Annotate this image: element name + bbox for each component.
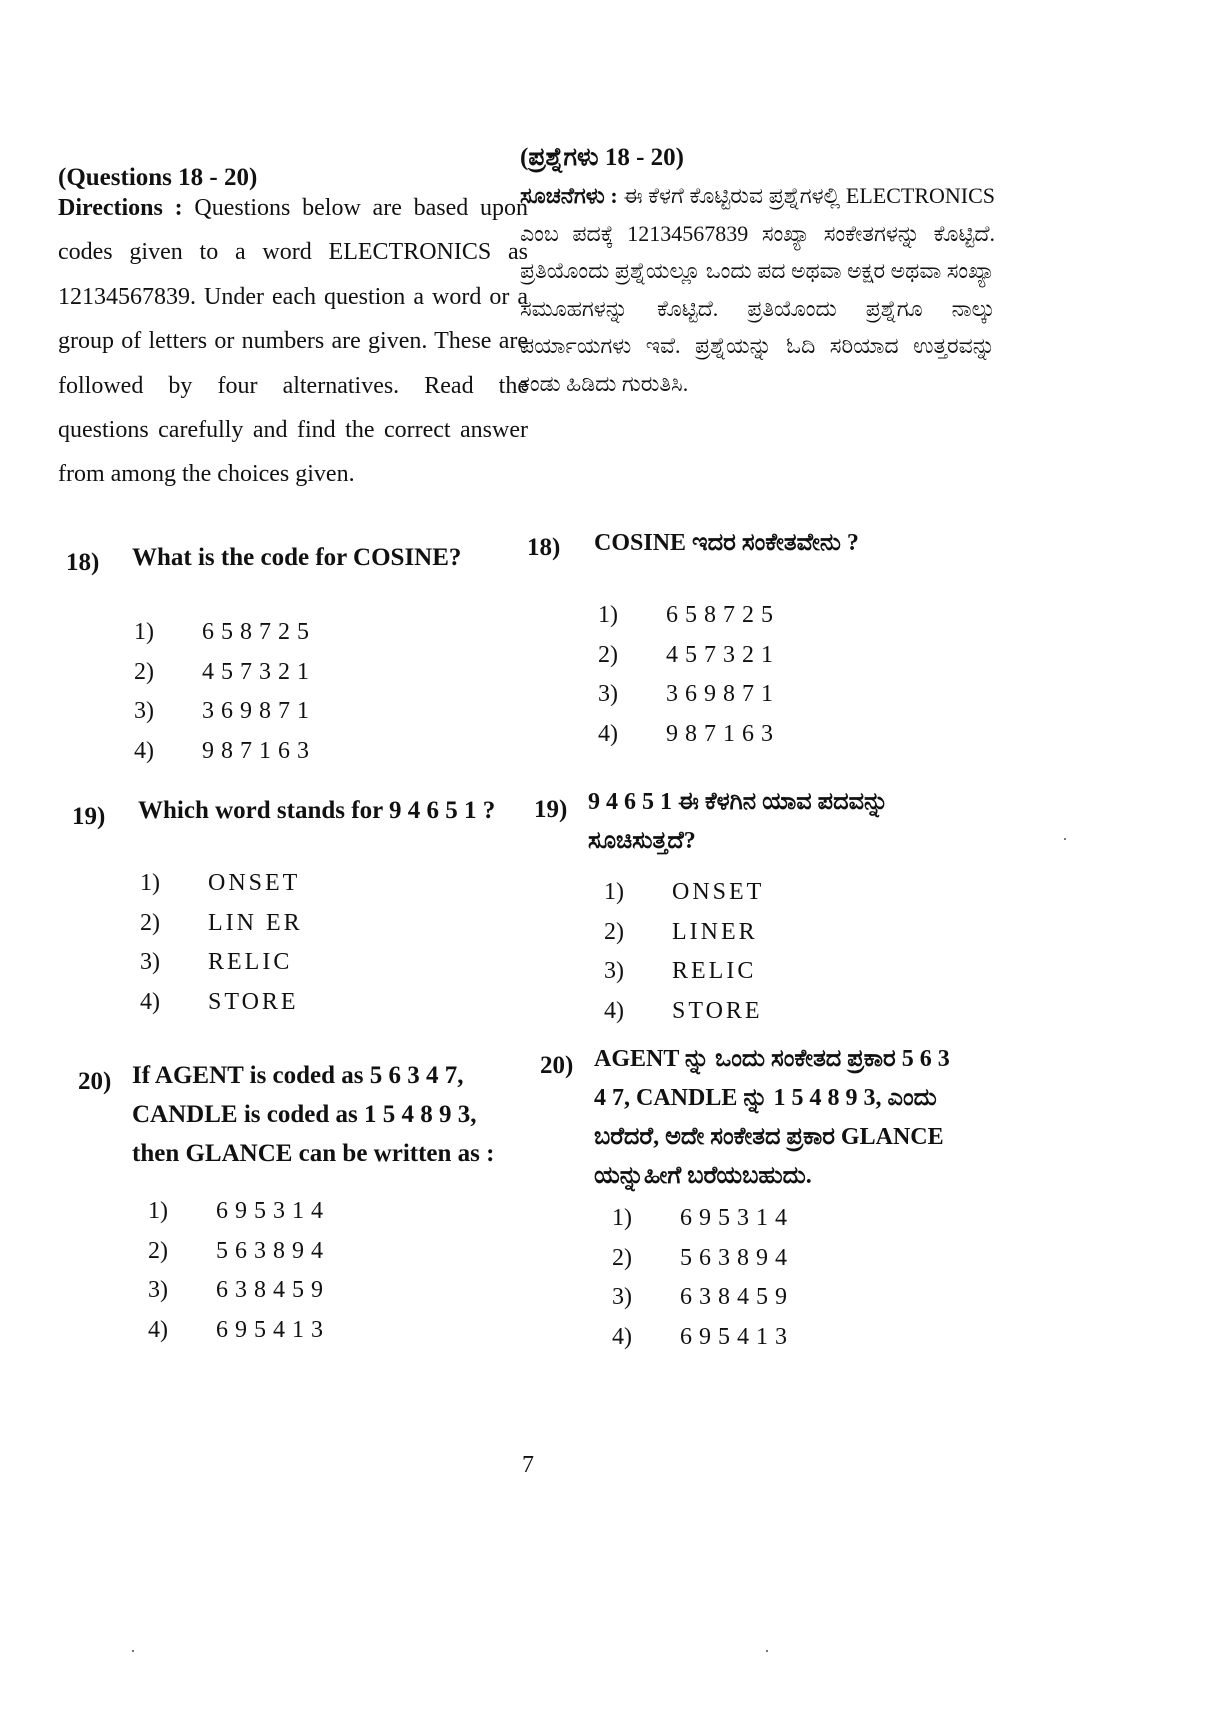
left-q18-number: 18)	[66, 549, 100, 576]
scan-speck	[766, 1650, 768, 1652]
right-q18-options	[598, 596, 780, 754]
option[interactable]: 3) RELIC	[604, 958, 757, 984]
option[interactable]: 1) 695314	[148, 1198, 330, 1224]
left-q19-text: Which word stands for 9 4 6 5 1 ?	[138, 797, 496, 824]
right-q20-number: 20)	[540, 1052, 574, 1079]
option[interactable]: 2) LINER	[604, 918, 758, 945]
left-q20-number: 20)	[78, 1068, 112, 1095]
option[interactable]: 2) 563894	[612, 1244, 794, 1271]
right-q20-options	[612, 1199, 794, 1357]
right-directions-label: ಸೂಚನೆಗಳು :	[520, 183, 618, 208]
option[interactable]: 4) 987163	[134, 737, 316, 764]
left-directions	[58, 186, 528, 497]
left-q19-options	[140, 864, 303, 1022]
option[interactable]: 4) 695413	[612, 1323, 794, 1350]
option[interactable]: 1) ONSET	[140, 870, 301, 896]
option[interactable]: 3) 369871	[134, 698, 316, 724]
left-directions-text: Questions below are based upon codes given to a word ELECTRONICS as 12134567839. Under each question a word or a group of letters or numbers are given. These are followed by four alternatives. Read the questions carefully and find the correct answer from among the choices given.	[58, 195, 529, 488]
right-directions	[520, 177, 995, 402]
option[interactable]: 3) 638459	[148, 1277, 330, 1303]
left-q20-text: If AGENT is coded as 5 6 3 4 7, CANDLE is coded as 1 5 4 8 9 3, then GLANCE can be written as :	[132, 1062, 495, 1167]
option[interactable]: 2) 563894	[148, 1237, 330, 1264]
option[interactable]: 2) 457321	[598, 641, 780, 668]
option[interactable]: 4) STORE	[604, 997, 763, 1024]
left-q19-number: 19)	[72, 803, 106, 830]
option[interactable]: 4) 987163	[598, 720, 780, 747]
option[interactable]: 1) 658725	[134, 619, 316, 645]
option[interactable]: 4) 695413	[148, 1316, 330, 1343]
left-section-title: (Questions 18 - 20)	[58, 164, 258, 191]
option[interactable]: 1) ONSET	[604, 879, 765, 905]
option[interactable]: 4) STORE	[140, 988, 299, 1015]
right-q19-number: 19)	[534, 796, 568, 823]
option[interactable]: 1) 658725	[598, 602, 780, 628]
right-q19-text: 9 4 6 5 1 ಈ ಕೆಳಗಿನ ಯಾವ ಪದವನ್ನು ಸೂಚಿಸುತ್ತದೆ?	[588, 789, 889, 854]
option[interactable]: 3) 638459	[612, 1284, 794, 1310]
right-q18-text: COSINE ಇದರ ಸಂಕೇತವೇನು ?	[594, 530, 859, 556]
right-q19-options	[604, 873, 764, 1031]
right-section-title: (ಪ್ರಶ್ನೆಗಳು 18 - 20)	[520, 144, 684, 171]
left-q18-options	[134, 613, 316, 771]
scan-speck	[132, 1650, 134, 1652]
left-q18-text: What is the code for COSINE?	[132, 544, 462, 571]
option[interactable]: 1) 695314	[612, 1205, 794, 1231]
option[interactable]: 3) 369871	[598, 681, 780, 707]
left-directions-label: Directions :	[58, 195, 183, 221]
left-q20-options	[148, 1192, 330, 1350]
option[interactable]: 3) RELIC	[140, 949, 293, 975]
page-number: 7	[522, 1452, 534, 1478]
option[interactable]: 2) 457321	[134, 658, 316, 685]
scan-speck	[1064, 838, 1066, 840]
right-directions-text: ಈ ಕೆಳಗೆ ಕೊಟ್ಟಿರುವ ಪ್ರಶ್ನೆಗಳಲ್ಲಿ ELECTRONICS ಎಂಬ ಪದಕ್ಕೆ 12134567839 ಸಂಖ್ಯಾ ಸಂಕೇತಗಳನ್ನು ಕೊಟ್ಟಿದೆ. ಪ್ರತಿಯೊಂದು ಪ್ರಶ್ನೆಯಲ್ಲೂ ಒಂದು ಪದ ಅಥವಾ ಅಕ್ಷರ ಅಥವಾ ಸಂಖ್ಯಾ ಸಮೂಹಗಳನ್ನು ಕೊಟ್ಟಿದೆ. ಪ್ರತಿಯೊಂದು ಪ್ರಶ್ನೆಗೂ ನಾಲ್ಕು ಪರ್ಯಾಯಗಳು ಇವೆ. ಪ್ರಶ್ನೆಯನ್ನು ಓದಿ ಸರಿಯಾದ ಉತ್ತರವನ್ನು ಕಂಡು ಹಿಡಿದು ಗುರುತಿಸಿ.	[520, 183, 996, 396]
option[interactable]: 2) LIN ER	[140, 909, 303, 936]
right-q20-text: AGENT ನ್ನು ಒಂದು ಸಂಕೇತದ ಪ್ರಕಾರ 5 6 3 4 7, CANDLE ನ್ನು 1 5 4 8 9 3, ಎಂದು ಬರೆದರೆ, ಅದೇ ಸಂಕೇತದ ಪ್ರಕಾರ GLANCE ಯನ್ನುಹೀಗೆ ಬರೆಯಬಹುದು.	[594, 1046, 950, 1189]
right-q18-number: 18)	[527, 534, 561, 561]
